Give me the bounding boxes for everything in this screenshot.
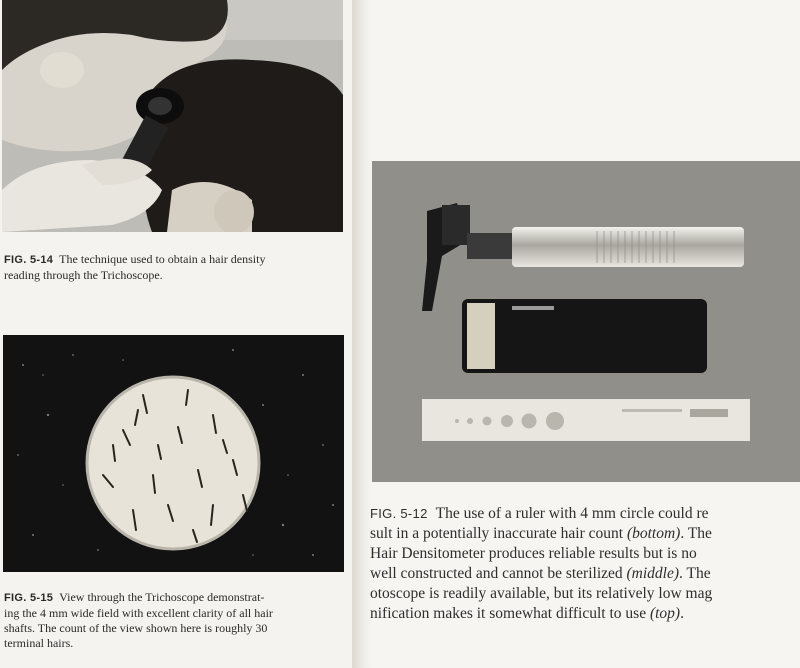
fig-5-14-photo [2,0,343,232]
fig-5-12-label: FIG. 5-12 [370,506,428,521]
fig-5-14-label: FIG. 5-14 [4,254,54,266]
fig-5-12-caption [370,504,800,624]
fig-5-15-caption-line-1: View through the Trichoscope demonstrat- [59,590,265,604]
fig-5-12-caption-line-3: Hair Densitometer produces reliable results but is no [370,545,697,562]
measurement-tools-image [372,161,800,482]
fig-5-14-caption [4,252,349,283]
caption-text: . The [679,565,711,582]
caption-emphasis: (bottom) [626,525,681,542]
book-gutter [352,0,372,668]
fig-5-15-photo [3,335,344,572]
fig-5-12-caption-line-6 [370,604,800,624]
trichoscope-field-view-image [3,335,344,572]
fig-5-12-caption-line-5: otoscope is readily available, but its relatively low mag [370,585,713,602]
fig-5-15-caption-line-4: terminal hairs. [4,636,74,650]
fig-5-12-photo [372,161,800,482]
fig-5-14-caption-line-1: The technique used to obtain a hair density [59,252,266,266]
caption-emphasis: (top) [649,605,681,622]
trichoscope-technique-image [2,0,343,232]
fig-5-12-caption-line-1: The use of a ruler with 4 mm circle could re [435,505,709,522]
fig-5-15-caption [4,590,349,651]
fig-5-15-caption-line-2: ing the 4 mm wide field with excellent clarity of all hair [4,606,273,620]
fig-5-15-label: FIG. 5-15 [4,592,54,604]
caption-text: nification makes it somewhat difficult to use [370,605,650,622]
caption-text: well constructed and cannot be sterilized [370,565,627,582]
left-page [0,0,352,668]
right-page [372,0,800,668]
fig-5-12-caption-line-4 [370,564,800,584]
fig-5-14-caption-line-2: reading through the Trichoscope. [4,268,163,282]
fig-5-15-caption-line-3: shafts. The count of the view shown here is roughly 30 [4,621,268,635]
fig-5-12-caption-line-2 [370,524,800,544]
caption-text: sult in a potentially inaccurate hair count [370,525,627,542]
caption-text: . [680,605,684,622]
caption-text: . The [680,525,712,542]
caption-emphasis: (middle) [626,565,680,582]
